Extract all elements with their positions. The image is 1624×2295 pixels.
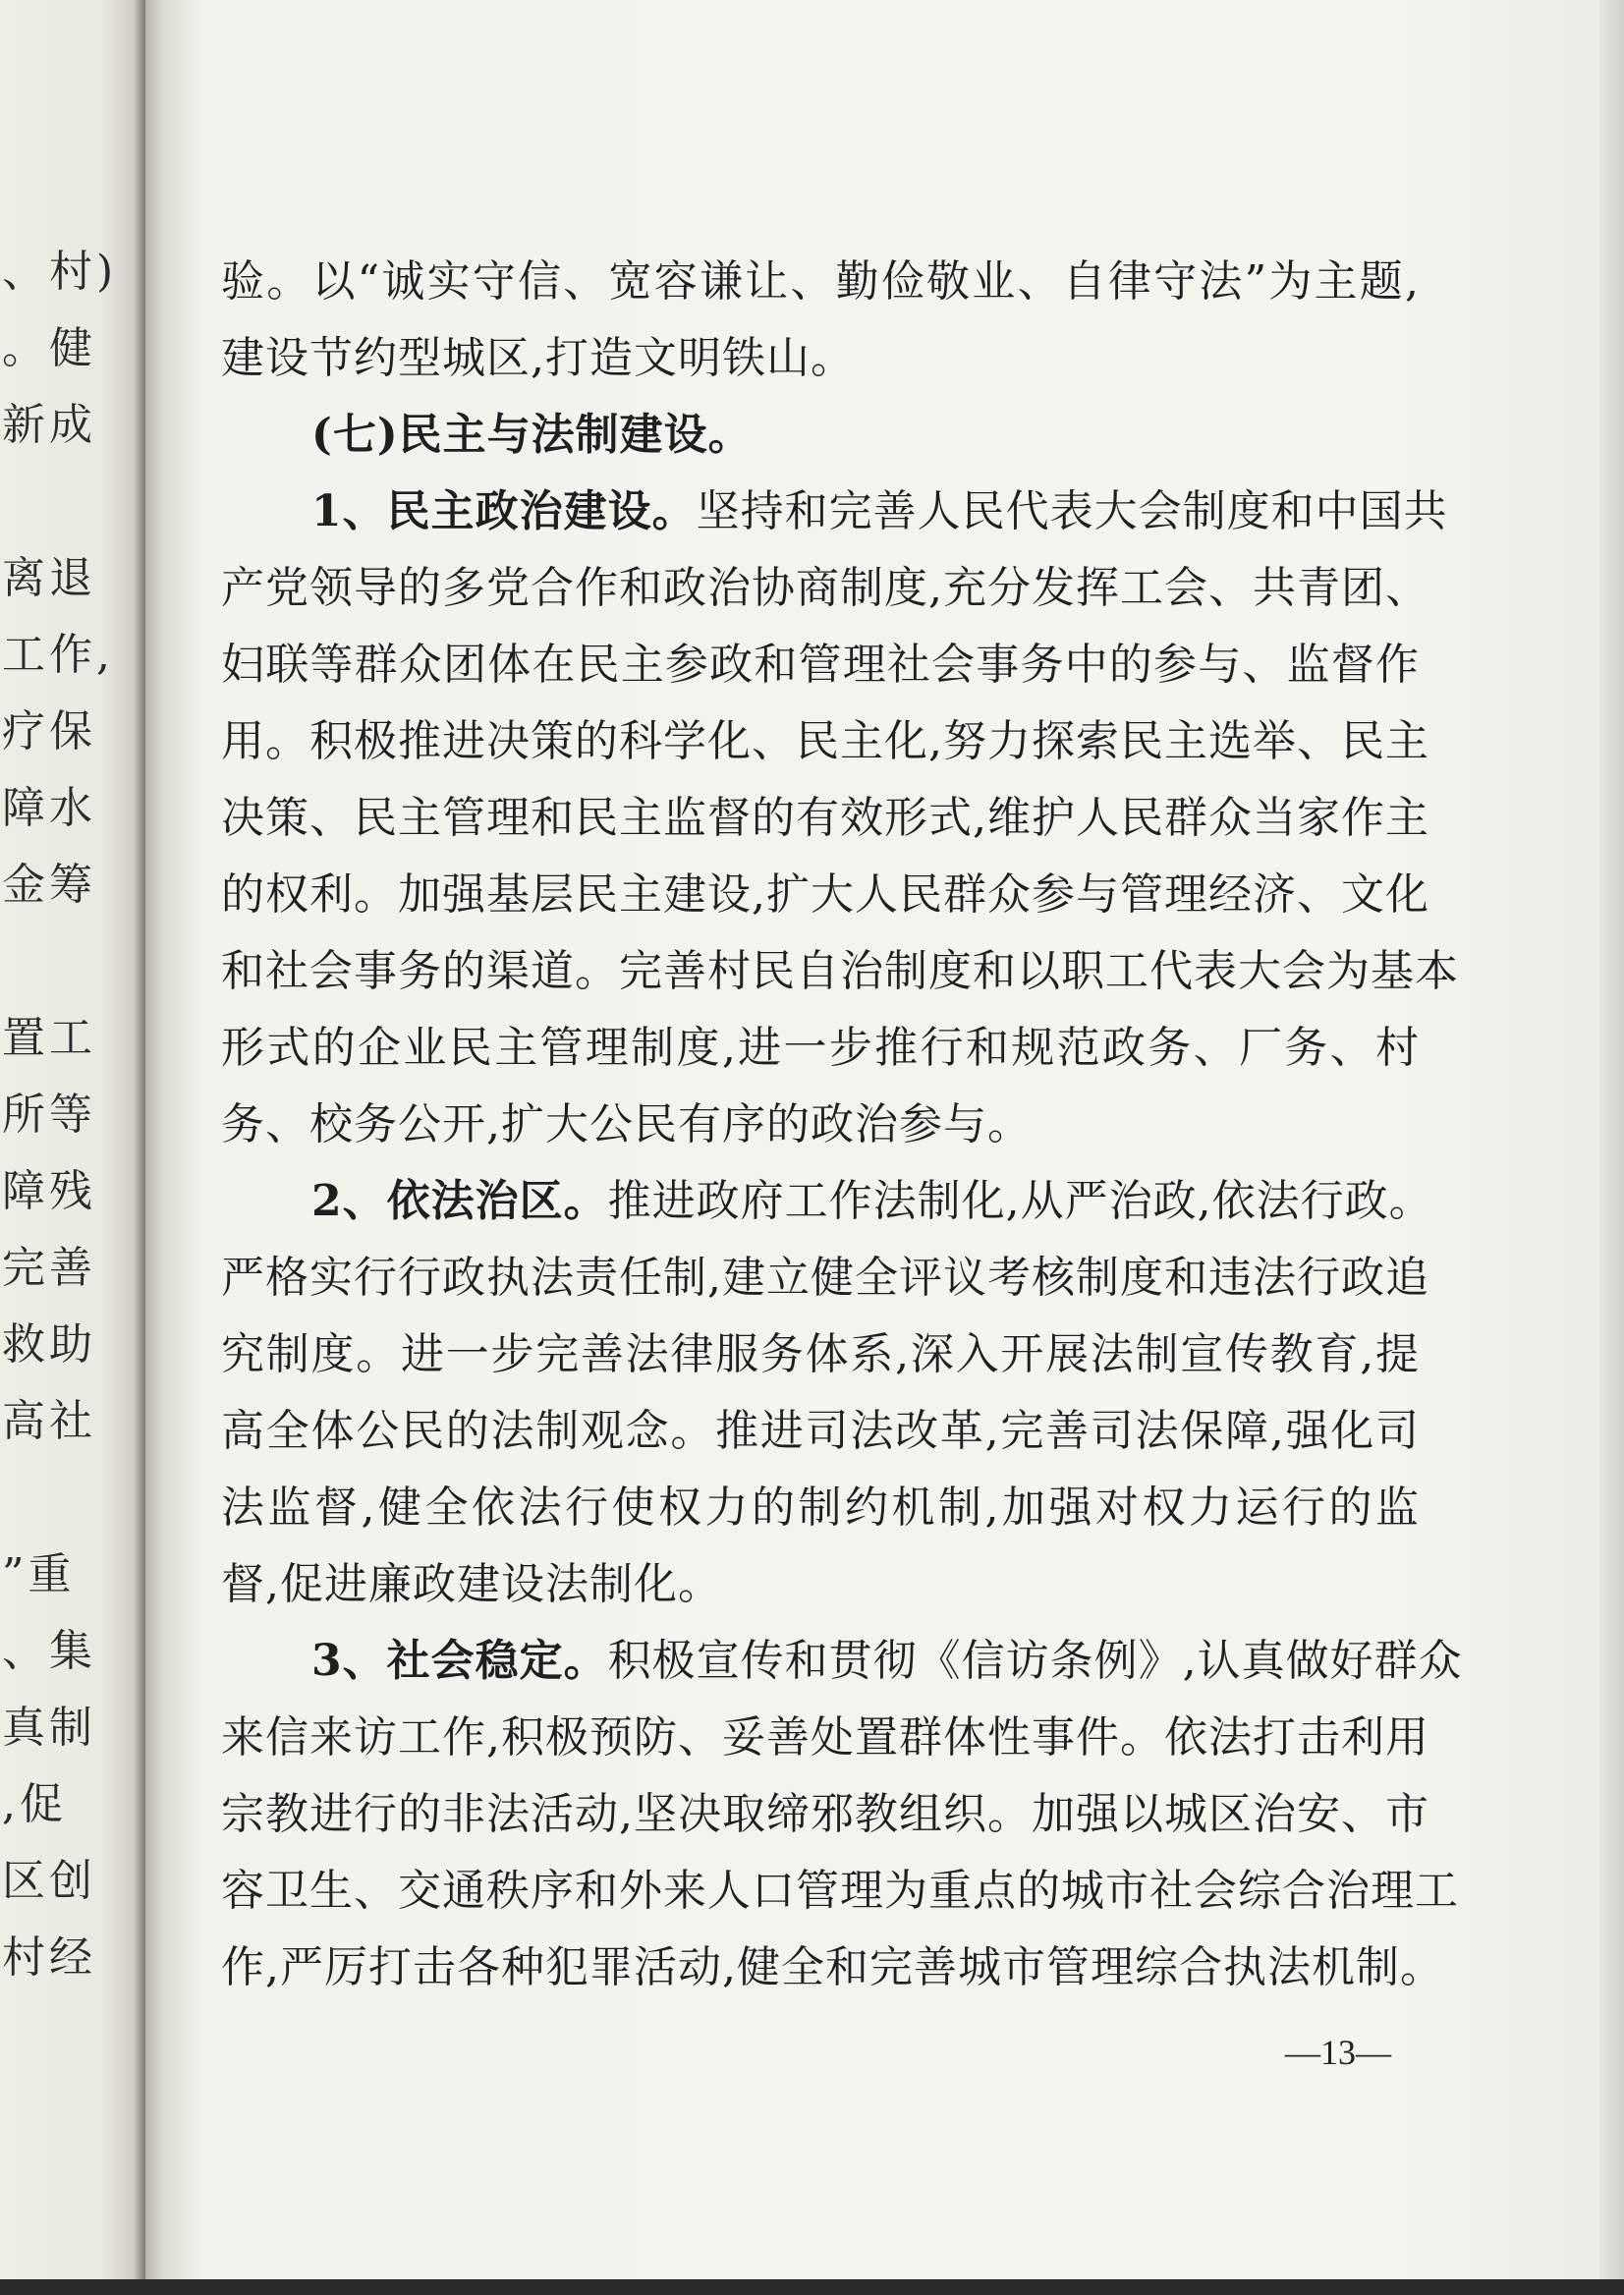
text-line: 妇联等群众团体在民主参政和管理社会事务中的参与、监督作 xyxy=(221,640,1420,690)
text-line: 形式的企业民主管理制度,进一步推行和规范政务、厂务、村 xyxy=(221,1023,1420,1073)
text-line: 产党领导的多党合作和政治协商制度,充分发挥工会、共青团、 xyxy=(221,563,1429,613)
text-line: 宗教进行的非法活动,坚决取缔邪教组织。加强以城区治安、市 xyxy=(221,1789,1429,1839)
fragment-line: ”重 xyxy=(2,1549,76,1599)
text-line: 和社会事务的渠道。完善村民自治制度和以职工代表大会为基本 xyxy=(221,946,1459,996)
fragment-line: 工作, xyxy=(2,630,114,680)
previous-page-edge xyxy=(0,0,145,2295)
scanner-bottom-edge xyxy=(0,2279,1624,2295)
page-number: —13— xyxy=(1285,2033,1391,2072)
subsection-title: 1、民主政治建设。 xyxy=(311,486,697,536)
text-line: 决策、民主管理和民主监督的有效形式,维护人民群众当家作主 xyxy=(221,793,1429,843)
section-heading: (七)民主与法制建设。 xyxy=(311,410,753,460)
document-page xyxy=(145,0,1599,2279)
fragment-line: 新成 xyxy=(2,400,96,450)
text-line: 验。以“诚实守信、宽容谦让、勤俭敬业、自律守法”为主题, xyxy=(221,256,1420,307)
text-line: 用。积极推进决策的科学化、民主化,努力探索民主选举、民主 xyxy=(221,716,1429,766)
subsection-line: 3、社会稳定。积极宣传和贯彻《信访条例》,认真做好群众 xyxy=(311,1636,1463,1686)
fragment-line: 置工 xyxy=(2,1013,96,1063)
fragment-line: 所等 xyxy=(2,1090,96,1140)
fragment-line: 。健 xyxy=(2,323,96,373)
fragment-line: ,促 xyxy=(2,1779,67,1829)
subsection-title: 3、社会稳定。 xyxy=(311,1636,608,1686)
text-line: 务、校务公开,扩大公民有序的政治参与。 xyxy=(221,1099,1032,1149)
subsection-line: 1、民主政治建设。坚持和完善人民代表大会制度和中国共 xyxy=(311,486,1448,536)
fragment-line: 区创 xyxy=(2,1856,96,1906)
fragment-line: 疗保 xyxy=(2,706,96,756)
body-text xyxy=(221,244,1463,2006)
subsection-line: 2、依法治区。推进政府工作法制化,从严治政,依法行政。 xyxy=(311,1176,1433,1226)
fragment-line: 、村) xyxy=(2,247,118,297)
text-line: 督,促进廉政建设法制化。 xyxy=(221,1559,722,1609)
text-line: 容卫生、交通秩序和外来人口管理为重点的城市社会综合治理工 xyxy=(221,1866,1459,1916)
fragment-line: 障水 xyxy=(2,783,96,833)
fragment-line: 真制 xyxy=(2,1703,96,1753)
fragment-line: 高社 xyxy=(2,1396,96,1446)
page-right-edge xyxy=(1599,0,1624,2295)
fragment-line: 障残 xyxy=(2,1166,96,1216)
text-line: 严格实行行政执法责任制,建立健全评议考核制度和违法行政追 xyxy=(221,1253,1429,1303)
subsection-title: 2、依法治区。 xyxy=(311,1176,608,1226)
text-line: 的权利。加强基层民主建设,扩大人民群众参与管理经济、文化 xyxy=(221,869,1429,920)
text-line: 高全体公民的法制观念。推进司法改革,完善司法保障,强化司 xyxy=(221,1406,1420,1456)
text-line: 法监督,健全依法行使权力的制约机制,加强对权力运行的监 xyxy=(221,1483,1420,1533)
text-line: 来信来访工作,积极预防、妥善处置群体性事件。依法打击利用 xyxy=(221,1712,1429,1763)
fragment-line: 救助 xyxy=(2,1319,96,1370)
fragment-line: 、集 xyxy=(2,1626,96,1676)
fragment-line: 村经 xyxy=(2,1932,96,1983)
fragment-line: 完善 xyxy=(2,1243,96,1293)
text-line: 究制度。进一步完善法律服务体系,深入开展法制宣传教育,提 xyxy=(221,1329,1420,1379)
text-line: 作,严厉打击各种犯罪活动,健全和完善城市管理综合执法机制。 xyxy=(221,1942,1444,1992)
text-line: 建设节约型城区,打造文明铁山。 xyxy=(221,333,855,383)
fragment-line: 离退 xyxy=(2,553,96,603)
fragment-line: 金筹 xyxy=(2,860,96,910)
